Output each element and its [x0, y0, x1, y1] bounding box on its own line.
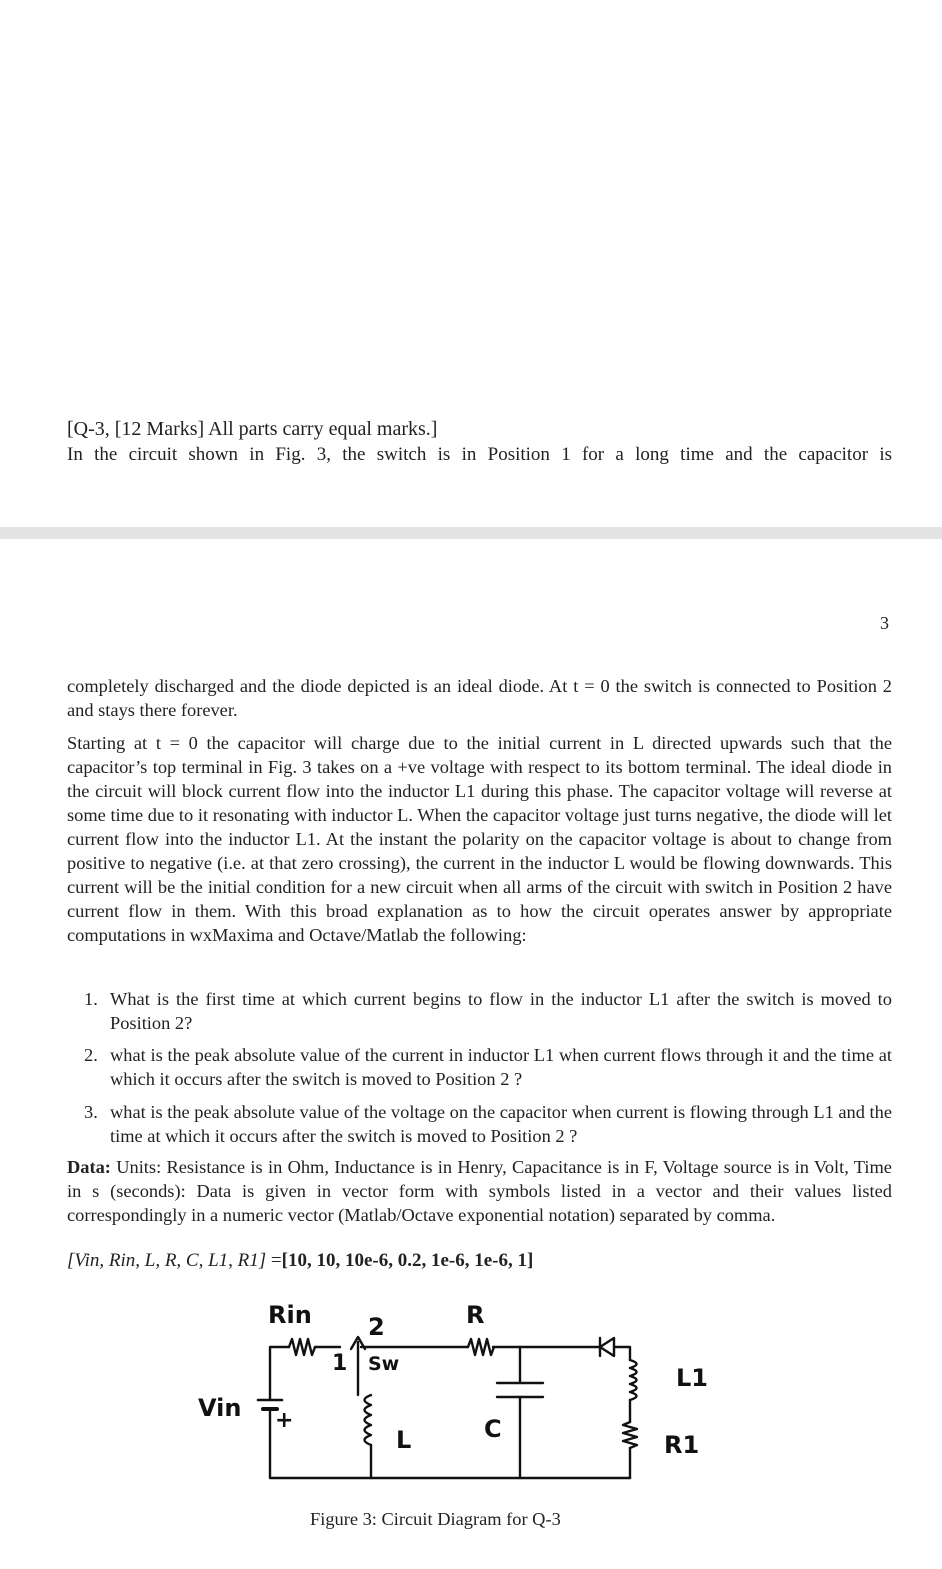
- data-text: Units: Resistance is in Ohm, Inductance is in Henry, Capacitance is in F, Voltage source is in Volt, Time in s (seconds): Data is given in vector form with symbols listed in a vector and their values listed correspondingly in a numeric vector (Matlab/Octave exponential notation) separated by comma.: [67, 1157, 892, 1225]
- label-plus: +: [275, 1408, 294, 1433]
- wire-cap-bottom: [520, 1397, 630, 1478]
- resistor-r1: [623, 1422, 637, 1448]
- label-l1: L1: [676, 1364, 708, 1392]
- resistor-rin: [289, 1339, 315, 1355]
- explanation-paragraph: Starting at t = 0 the capacitor will charge due to the initial current in L directed upwards such that the capacitor’s top terminal in Fig. 3 takes on a +ve voltage with respect to its bottom terminal. The ideal diode in the circuit will block current flow into the inductor L1 during this phase. The capacitor voltage will reverse at some time due to it resonating with inductor L. When the capacitor voltage just turns negative, the diode will let current flow into the inductor L1. At the instant the polarity on the capacitor voltage is about to change from positive to negative (i.e. at that zero crossing), the current in the inductor L would be flowing downwards. This current will be the initial condition for a new circuit when all arms of the circuit with switch in Position 2 have current flow in them. With this broad explanation as to how the circuit operates answer by appropriate computations in wxMaxima and Octave/Matlab the following:: [67, 733, 892, 945]
- figure-caption: Figure 3: Circuit Diagram for Q-3: [310, 1509, 561, 1529]
- data-label: Data:: [67, 1157, 111, 1177]
- question-number: 3.: [84, 1102, 98, 1122]
- question-text: what is the peak absolute value of the voltage on the capacitor when current is flowing through L1 and the time at which it occurs after the switch is moved to Position 2 ?: [110, 1102, 892, 1146]
- label-pos2: 2: [368, 1313, 385, 1341]
- vector-variables: [Vin, Rin, L, R, C, L1, R1]: [67, 1250, 267, 1271]
- wire-diode-to-l1: [614, 1347, 630, 1360]
- label-rin: Rin: [268, 1301, 312, 1329]
- wire-vin-bottom: [270, 1409, 520, 1478]
- question-intro-line: In the circuit shown in Fig. 3, the switch is in Position 1 for a long time and the capacitor is: [67, 444, 892, 465]
- page-number: 3: [880, 613, 889, 633]
- label-pos1: 1: [332, 1351, 348, 1376]
- label-c: C: [484, 1415, 502, 1443]
- question-text: what is the peak absolute value of the current in inductor L1 when current flows through it and the time at which it occurs after the switch is moved to Position 2 ?: [110, 1045, 892, 1089]
- label-sw: Sw: [368, 1353, 400, 1375]
- label-l: L: [396, 1426, 412, 1454]
- diode-triangle: [600, 1338, 614, 1356]
- question-number: 2.: [84, 1045, 98, 1065]
- wire-vin-top: [270, 1347, 289, 1400]
- inductor-l1: [630, 1360, 637, 1400]
- question-header: [Q-3, [12 Marks] All parts carry equal marks.]: [67, 418, 438, 440]
- label-r1: R1: [664, 1431, 700, 1459]
- question-number: 1.: [84, 989, 98, 1009]
- continuation-paragraph: completely discharged and the diode depicted is an ideal diode. At t = 0 the switch is connected to Position 2 and stays there forever.: [67, 676, 892, 720]
- inductor-l: [365, 1395, 372, 1445]
- resistor-r: [468, 1339, 494, 1355]
- question-text: What is the first time at which current begins to flow in the inductor L1 after the switch is moved to Position 2?: [110, 989, 892, 1033]
- label-r: R: [466, 1301, 485, 1329]
- vector-values: [10, 10, 10e-6, 0.2, 1e-6, 1e-6, 1]: [281, 1250, 534, 1271]
- label-vin: Vin: [198, 1394, 242, 1422]
- vector-equals: =: [266, 1250, 282, 1271]
